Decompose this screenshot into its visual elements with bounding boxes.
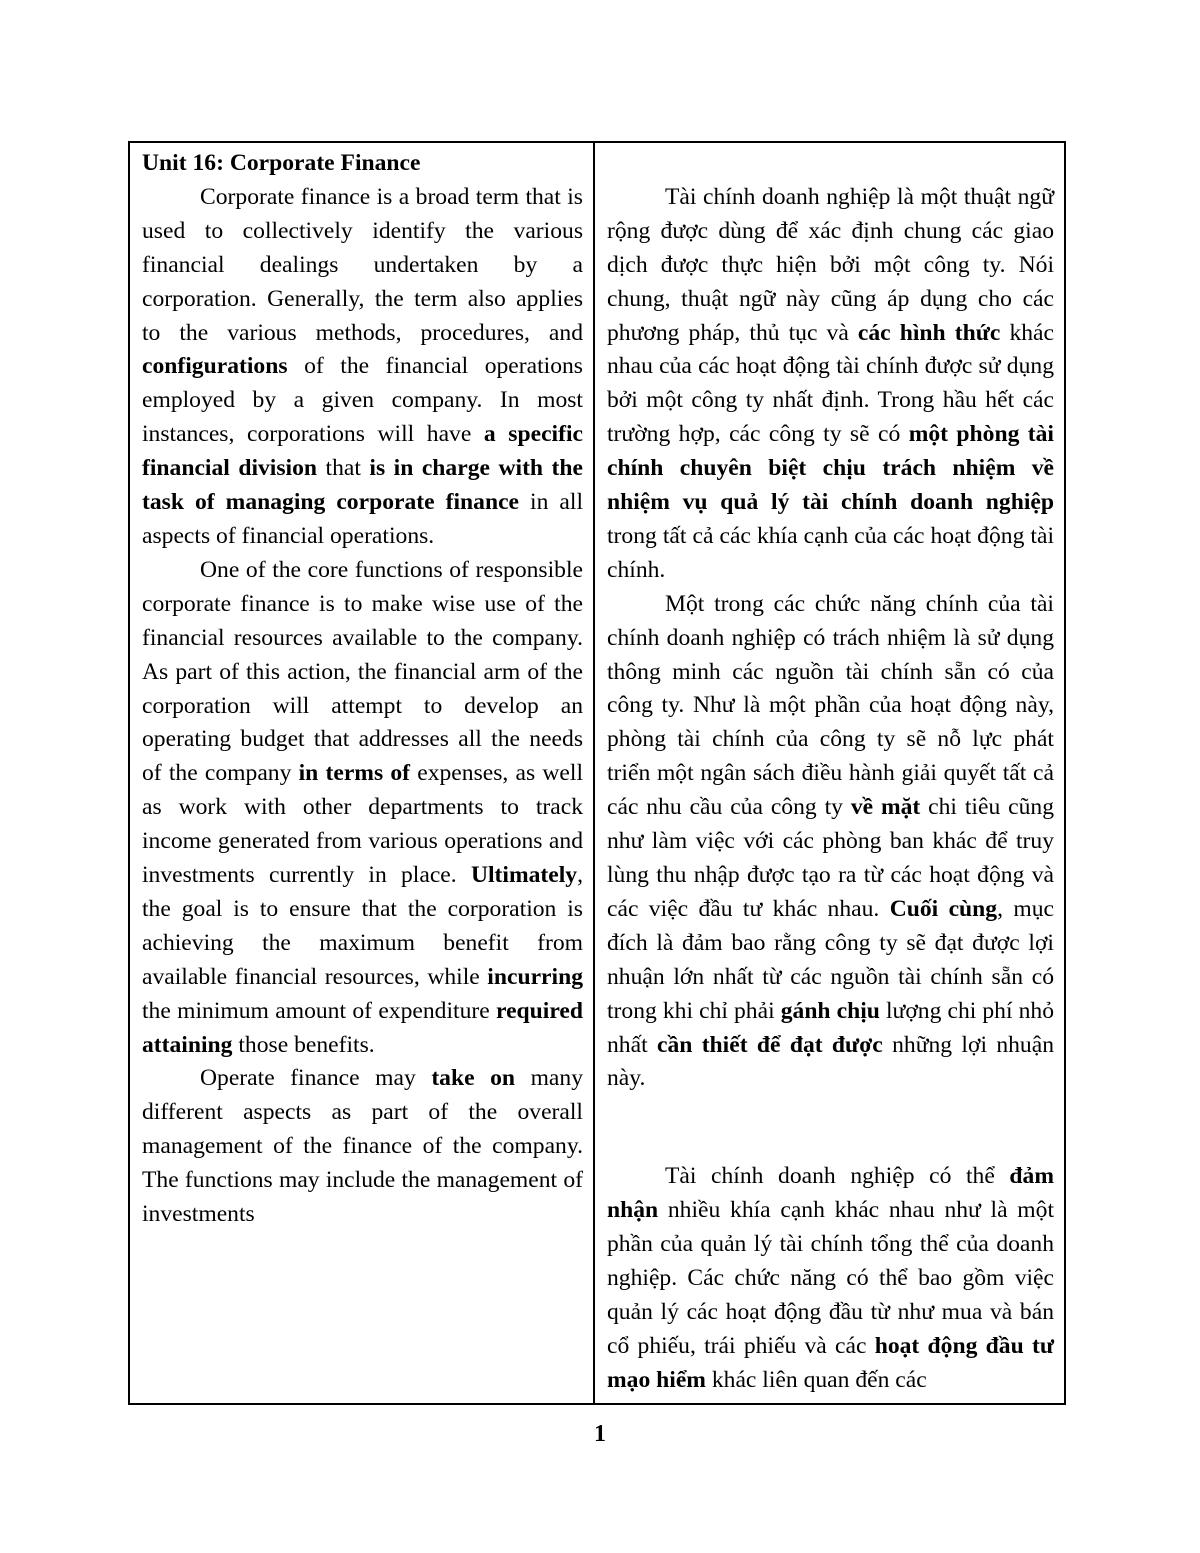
english-text	[142, 181, 583, 1232]
text-run: Tài chính doanh nghiệp là một thuật ngữ rộng được dùng để xác định chung các giao dịch được thực hiện bởi một công ty. Nói chung, thuật ngữ này cũng áp dụng cho các phương pháp, thủ tục và	[607, 183, 1054, 346]
bilingual-table	[128, 141, 1066, 1405]
text-run: , the goal is to ensure that the corporation is achieving the maximum benefit from available financial resources, while	[142, 862, 583, 990]
text-run: One of the core functions of responsible corporate finance is to make wise use of the financial resources available to the company. As part of this action, the financial arm of the corporation will attempt to develop an operating budget that addresses all the needs of the company	[142, 556, 583, 787]
vietnamese-paragraph	[607, 588, 1054, 1097]
text-run: chi tiêu cũng như làm việc với các phòng ban khác để truy lùng thu nhập được tạo ra từ các hoạt động và các việc đầu tư khác nhau.	[607, 794, 1054, 922]
text-run: those benefits.	[232, 1031, 375, 1058]
bold-term: các hình thức	[857, 319, 1001, 346]
text-run: Một trong các chức năng chính của tài chính doanh nghiệp có trách nhiệm là sử dụng thông minh các nguồn tài chính sẵn có của công ty. Như là một phần của hoạt động này, phòng tài chính của công ty sẽ nỗ lực phát triển một ngân sách điều hành giải quyết tất cả các nhu cầu của công ty	[607, 590, 1054, 821]
text-run: Tài chính doanh nghiệp có thể	[665, 1163, 1010, 1190]
bold-term: configurations	[142, 353, 288, 380]
bold-term: is in charge with the task of managing corporate finance	[142, 455, 583, 516]
english-paragraph	[142, 1062, 583, 1232]
text-run: trong tất cả các khía cạnh của các hoạt động tài chính.	[607, 522, 1054, 583]
bold-term: in terms of	[298, 760, 411, 787]
bold-term: a specific financial division	[142, 421, 583, 482]
bold-term: incurring	[487, 963, 583, 990]
bold-term: take on	[431, 1065, 516, 1092]
bold-term: về mặt	[850, 794, 921, 821]
spacer	[607, 1096, 1054, 1160]
vietnamese-text	[607, 147, 1054, 1398]
text-run: , mục đích là đảm bao rằng công ty sẽ đạt được lợi nhuận lớn nhất từ các nguồn tài chính sẵn có trong khi chỉ phải	[607, 895, 1054, 1024]
bold-term: cần thiết để đạt được	[656, 1031, 883, 1058]
text-run: in all aspects of financial operations.	[142, 489, 584, 549]
bold-term: required attaining	[142, 997, 583, 1058]
text-run: Corporate finance is a broad term that is used to collectively identify the various financial dealings undertaken by a corporation. Generally, the term also applies to the various methods, procedures, and	[142, 183, 583, 346]
english-paragraph	[142, 181, 583, 554]
page-number: 1	[594, 1421, 606, 1447]
text-run: lượng chi phí nhỏ nhất	[607, 997, 1054, 1058]
english-column	[130, 143, 595, 1403]
bold-term: Ultimately	[470, 862, 578, 889]
text-run: expenses, as well as work with other departments to track income generated from various operations and investments currently in place.	[142, 760, 583, 889]
text-run: những lợi nhuận này.	[607, 1031, 1054, 1092]
vietnamese-paragraph	[607, 181, 1054, 588]
text-run: khác liên quan đến các	[705, 1366, 927, 1393]
vietnamese-column	[595, 143, 1064, 1403]
text-run: many different aspects as part of the overall management of the finance of the company. The functions may include the management of investments	[142, 1065, 583, 1228]
bold-term: Cuối cùng	[889, 895, 998, 922]
bold-term: gánh chịu	[780, 997, 880, 1024]
bold-term: hoạt động đầu tư mạo hiểm	[607, 1332, 1054, 1393]
english-paragraph	[142, 554, 583, 1063]
bold-term: đảm nhận	[607, 1163, 1054, 1224]
spacer	[607, 147, 1054, 181]
text-run: nhiều khía cạnh khác nhau như là một phần của quản lý tài chính tổng thể của doanh nghiệp. Các chức năng có thể bao gồm việc quản lý các hoạt động đầu từ như mua và bán cổ phiếu, trái phiếu và các	[607, 1197, 1054, 1359]
bold-term: một phòng tài chính chuyên biệt chịu trách nhiệm về nhiệm vụ quả lý tài chính doanh nghiệp	[607, 421, 1054, 516]
text-run: that	[317, 455, 370, 482]
vietnamese-paragraph	[607, 1160, 1054, 1397]
text-run: khác nhau của các hoạt động tài chính được sử dụng bởi một công ty nhất định. Trong hầu hết các trường hợp, các công ty sẽ có	[607, 319, 1054, 448]
unit-title: Unit 16: Corporate Finance	[142, 150, 421, 176]
text-run: of the financial operations employed by a given company. In most instances, corporations will have	[142, 353, 583, 448]
text-run: the minimum amount of expenditure	[142, 997, 497, 1024]
text-run: Operate finance may	[200, 1065, 432, 1092]
